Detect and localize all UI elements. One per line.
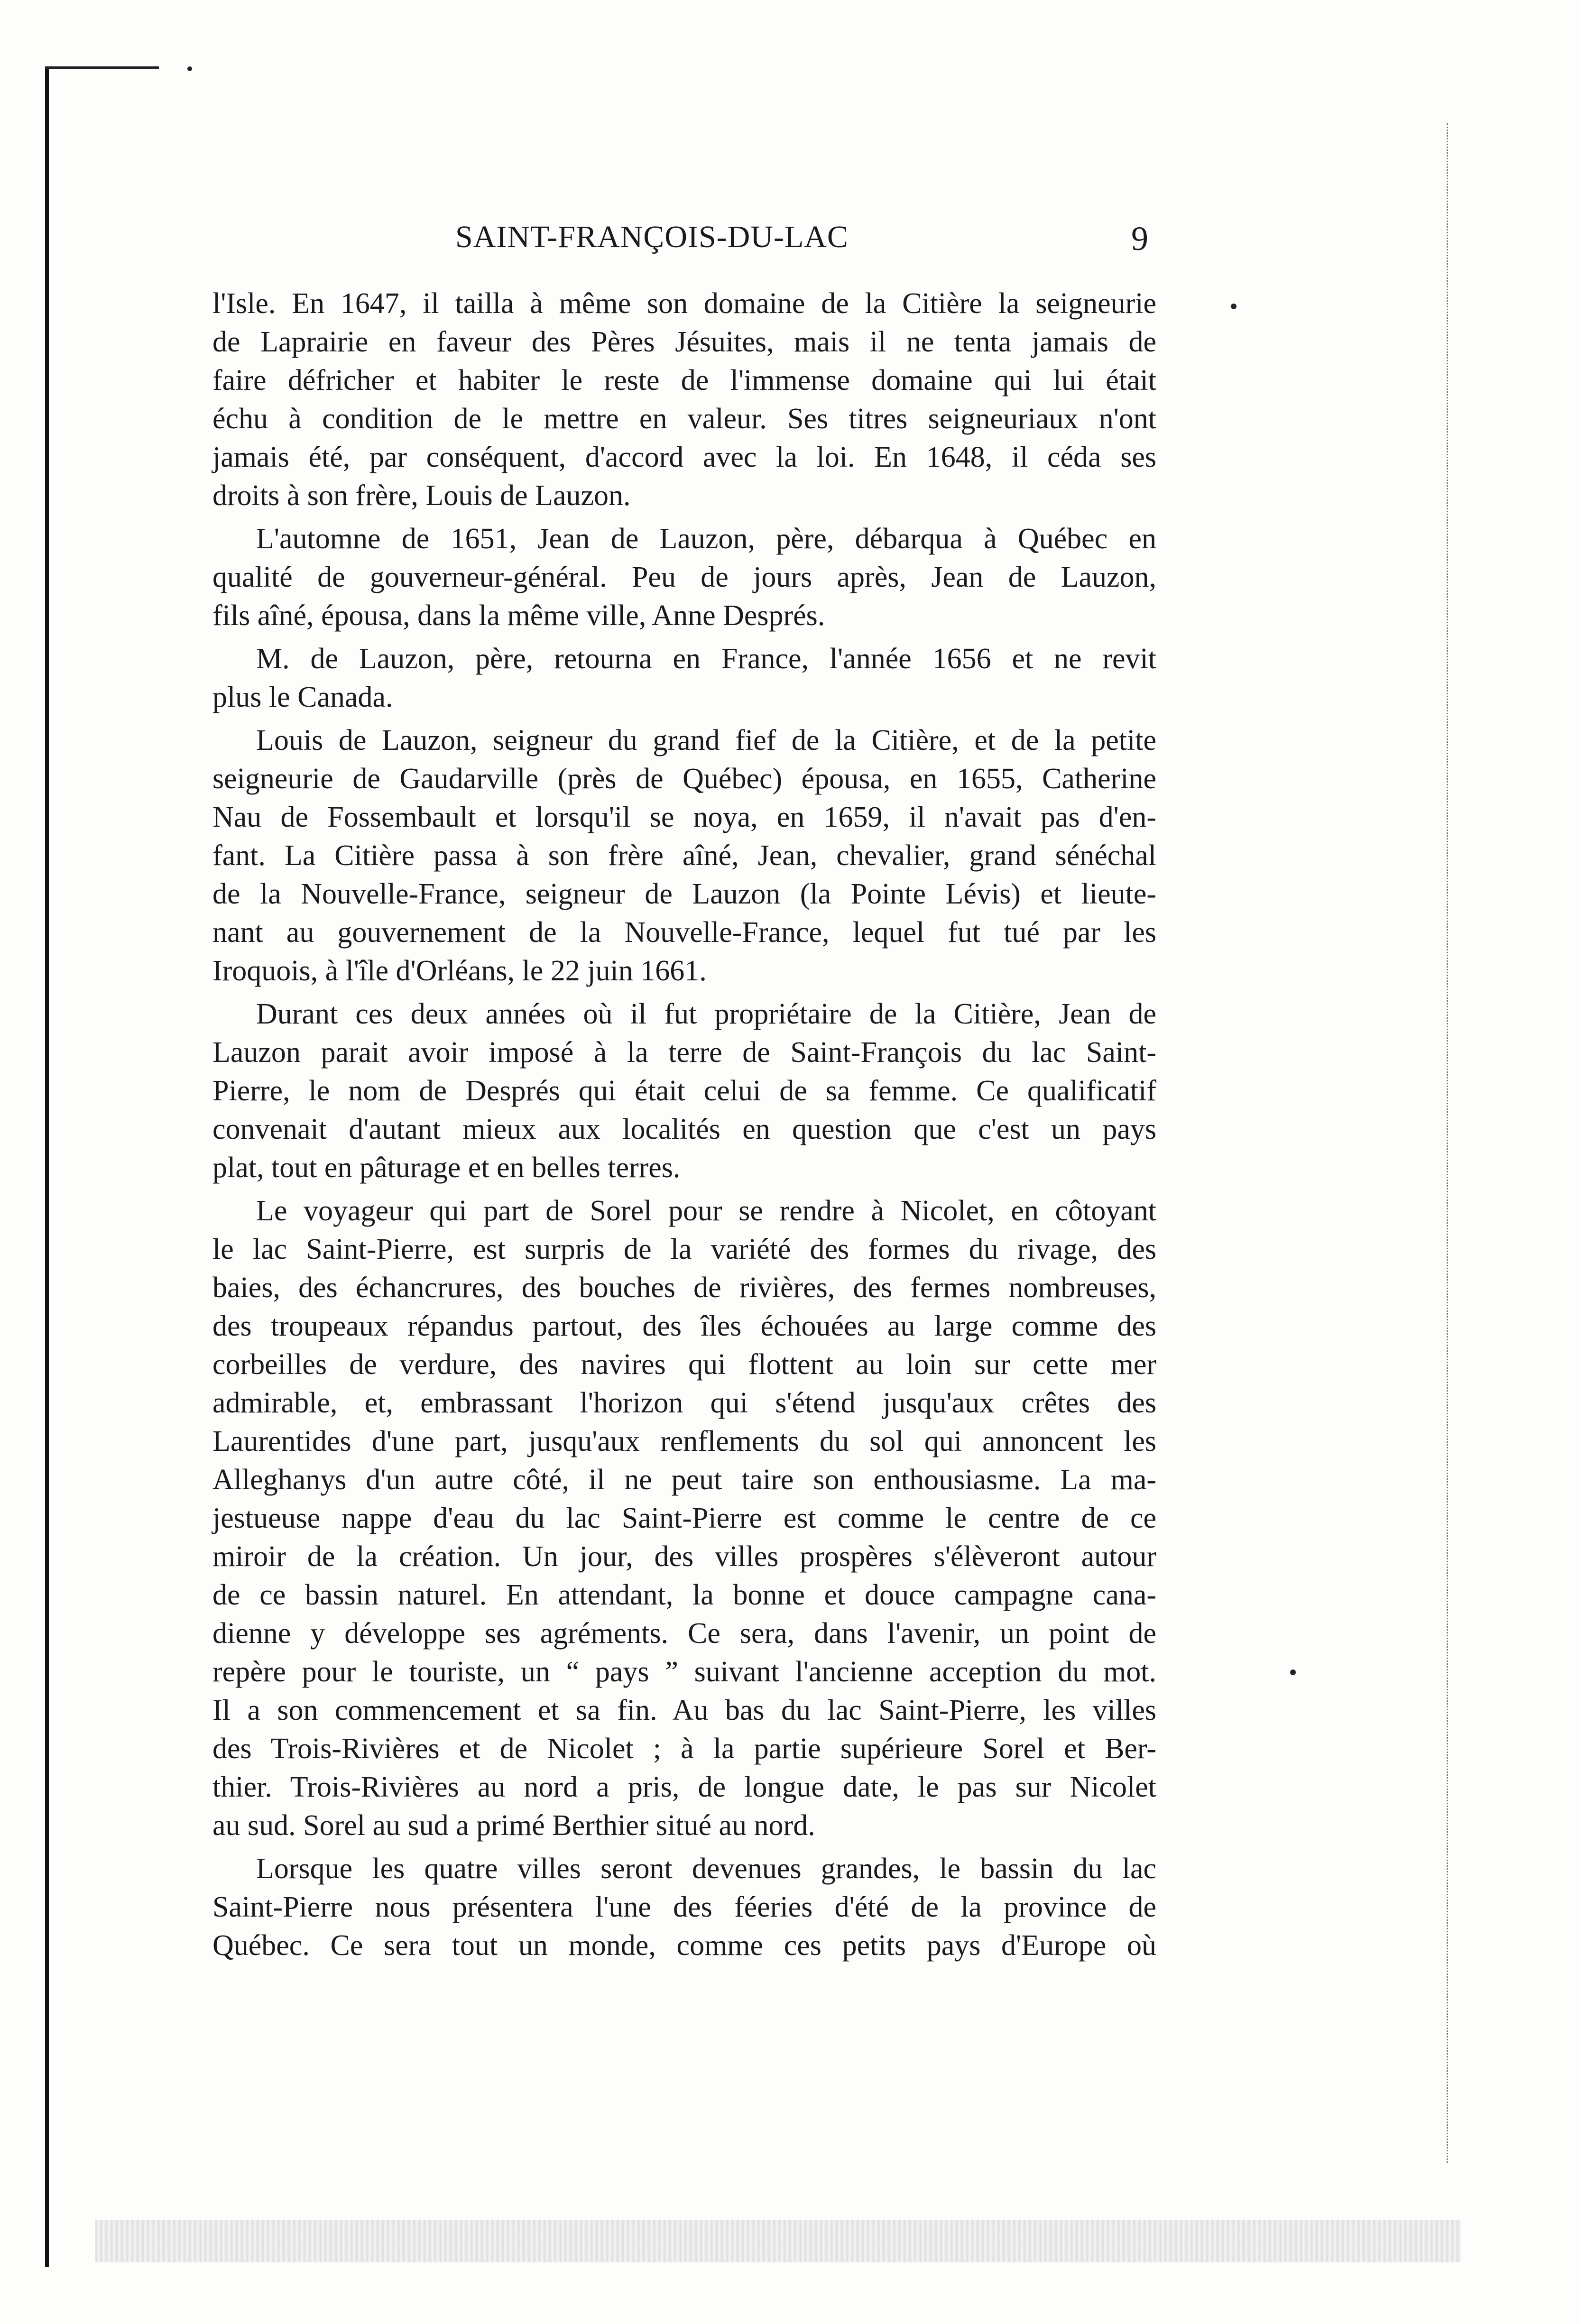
text-line: jamais été, par conséquent, d'accord avec la loi. En 1648, il céda ses bbox=[212, 441, 1156, 473]
text-line: Il a son commencement et sa fin. Au bas du lac Saint-Pierre, les villes bbox=[212, 1694, 1156, 1726]
paragraph bbox=[212, 285, 1156, 515]
text-line: Nau de Fossembault et lorsqu'il se noya, en 1659, il n'avait pas d'en- bbox=[212, 801, 1156, 833]
page-number: 9 bbox=[1131, 220, 1148, 258]
text-line: au sud. Sorel au sud a primé Berthier situé au nord. bbox=[212, 1809, 815, 1842]
text-line: de ce bassin naturel. En attendant, la bonne et douce campagne cana- bbox=[212, 1579, 1156, 1611]
text-line: plus le Canada. bbox=[212, 681, 393, 713]
text-line: faire défricher et habiter le reste de l'immense domaine qui lui était bbox=[212, 364, 1156, 397]
text-line: Pierre, le nom de Després qui était celui de sa femme. Ce qualificatif bbox=[212, 1075, 1156, 1107]
paragraph bbox=[212, 520, 1156, 635]
running-head: SAINT-FRANÇOIS-DU-LAC bbox=[455, 220, 849, 254]
paragraph bbox=[212, 1192, 1156, 1845]
text-line: admirable, et, embrassant l'horizon qui s'étend jusqu'aux crêtes des bbox=[212, 1387, 1156, 1419]
page-edge-shadow-left bbox=[45, 66, 49, 2267]
text-line: dienne y développe ses agréments. Ce sera, dans l'avenir, un point de bbox=[212, 1617, 1156, 1650]
text-line: fils aîné, épousa, dans la même ville, Anne Després. bbox=[212, 599, 825, 632]
text-line: qualité de gouverneur-général. Peu de jours après, Jean de Lauzon, bbox=[212, 561, 1156, 593]
text-line: thier. Trois-Rivières au nord a pris, de longue date, le pas sur Nicolet bbox=[212, 1771, 1156, 1803]
page-edge-shadow-top bbox=[45, 66, 159, 69]
text-line: jestueuse nappe d'eau du lac Saint-Pierre est comme le centre de ce bbox=[212, 1502, 1156, 1534]
paragraph bbox=[212, 995, 1156, 1187]
text-line: Louis de Lauzon, seigneur du grand fief de la Citière, et de la petite bbox=[256, 724, 1156, 756]
paragraph bbox=[212, 721, 1156, 990]
text-line: seigneurie de Gaudarville (près de Québec) épousa, en 1655, Catherine bbox=[212, 763, 1156, 795]
text-line: des troupeaux répandus partout, des îles échouées au large comme des bbox=[212, 1310, 1156, 1342]
text-line: de la Nouvelle-France, seigneur de Lauzon (la Pointe Lévis) et lieute- bbox=[212, 878, 1156, 910]
text-line: Alleghanys d'un autre côté, il ne peut taire son enthousiasme. La ma- bbox=[212, 1464, 1156, 1496]
paragraph bbox=[212, 1850, 1156, 1965]
paragraph bbox=[212, 640, 1156, 717]
text-line: Durant ces deux années où il fut propriétaire de la Citière, Jean de bbox=[256, 998, 1156, 1030]
page-edge-dots-right bbox=[1447, 123, 1449, 2163]
text-line: des Trois-Rivières et de Nicolet ; à la partie supérieure Sorel et Ber- bbox=[212, 1733, 1156, 1765]
ink-speck bbox=[187, 66, 192, 71]
text-line: Iroquois, à l'île d'Orléans, le 22 juin 1661. bbox=[212, 955, 707, 987]
ink-speck bbox=[1231, 304, 1237, 309]
text-line: miroir de la création. Un jour, des villes prospères s'élèveront autour bbox=[212, 1540, 1156, 1573]
text-line: l'Isle. En 1647, il tailla à même son domaine de la Citière la seigneurie bbox=[212, 287, 1156, 320]
body-text bbox=[212, 285, 1156, 1965]
text-line: le lac Saint-Pierre, est surpris de la variété des formes du rivage, des bbox=[212, 1233, 1156, 1265]
text-line: échu à condition de le mettre en valeur. Ses titres seigneuriaux n'ont bbox=[212, 403, 1156, 435]
text-line: Le voyageur qui part de Sorel pour se rendre à Nicolet, en côtoyant bbox=[256, 1195, 1156, 1227]
text-line: droits à son frère, Louis de Lauzon. bbox=[212, 480, 631, 512]
text-line: Saint-Pierre nous présentera l'une des féeries d'été de la province de bbox=[212, 1891, 1156, 1923]
text-line: convenait d'autant mieux aux localités en question que c'est un pays bbox=[212, 1113, 1156, 1145]
page-edge-noise-bottom bbox=[95, 2220, 1461, 2262]
text-line: plat, tout en pâturage et en belles terres. bbox=[212, 1152, 681, 1184]
text-line: fant. La Citière passa à son frère aîné, Jean, chevalier, grand sénéchal bbox=[212, 839, 1156, 872]
text-line: de Laprairie en faveur des Pères Jésuites, mais il ne tenta jamais de bbox=[212, 326, 1156, 358]
text-line: Québec. Ce sera tout un monde, comme ces petits pays d'Europe où bbox=[212, 1929, 1156, 1962]
text-line: Lorsque les quatre villes seront devenues grandes, le bassin du lac bbox=[256, 1853, 1156, 1885]
text-line: nant au gouvernement de la Nouvelle-France, lequel fut tué par les bbox=[212, 916, 1156, 949]
text-line: Lauzon parait avoir imposé à la terre de Saint-François du lac Saint- bbox=[212, 1036, 1156, 1069]
ink-speck bbox=[1290, 1669, 1296, 1675]
text-line: Laurentides d'une part, jusqu'aux renflements du sol qui annoncent les bbox=[212, 1425, 1156, 1457]
text-line: L'automne de 1651, Jean de Lauzon, père, débarqua à Québec en bbox=[256, 523, 1156, 555]
text-line: M. de Lauzon, père, retourna en France, l'année 1656 et ne revit bbox=[256, 643, 1156, 675]
text-line: baies, des échancrures, des bouches de rivières, des fermes nombreuses, bbox=[212, 1272, 1156, 1304]
text-line: corbeilles de verdure, des navires qui flottent au loin sur cette mer bbox=[212, 1348, 1156, 1381]
text-line: repère pour le touriste, un “ pays ” suivant l'ancienne acception du mot. bbox=[212, 1656, 1156, 1688]
